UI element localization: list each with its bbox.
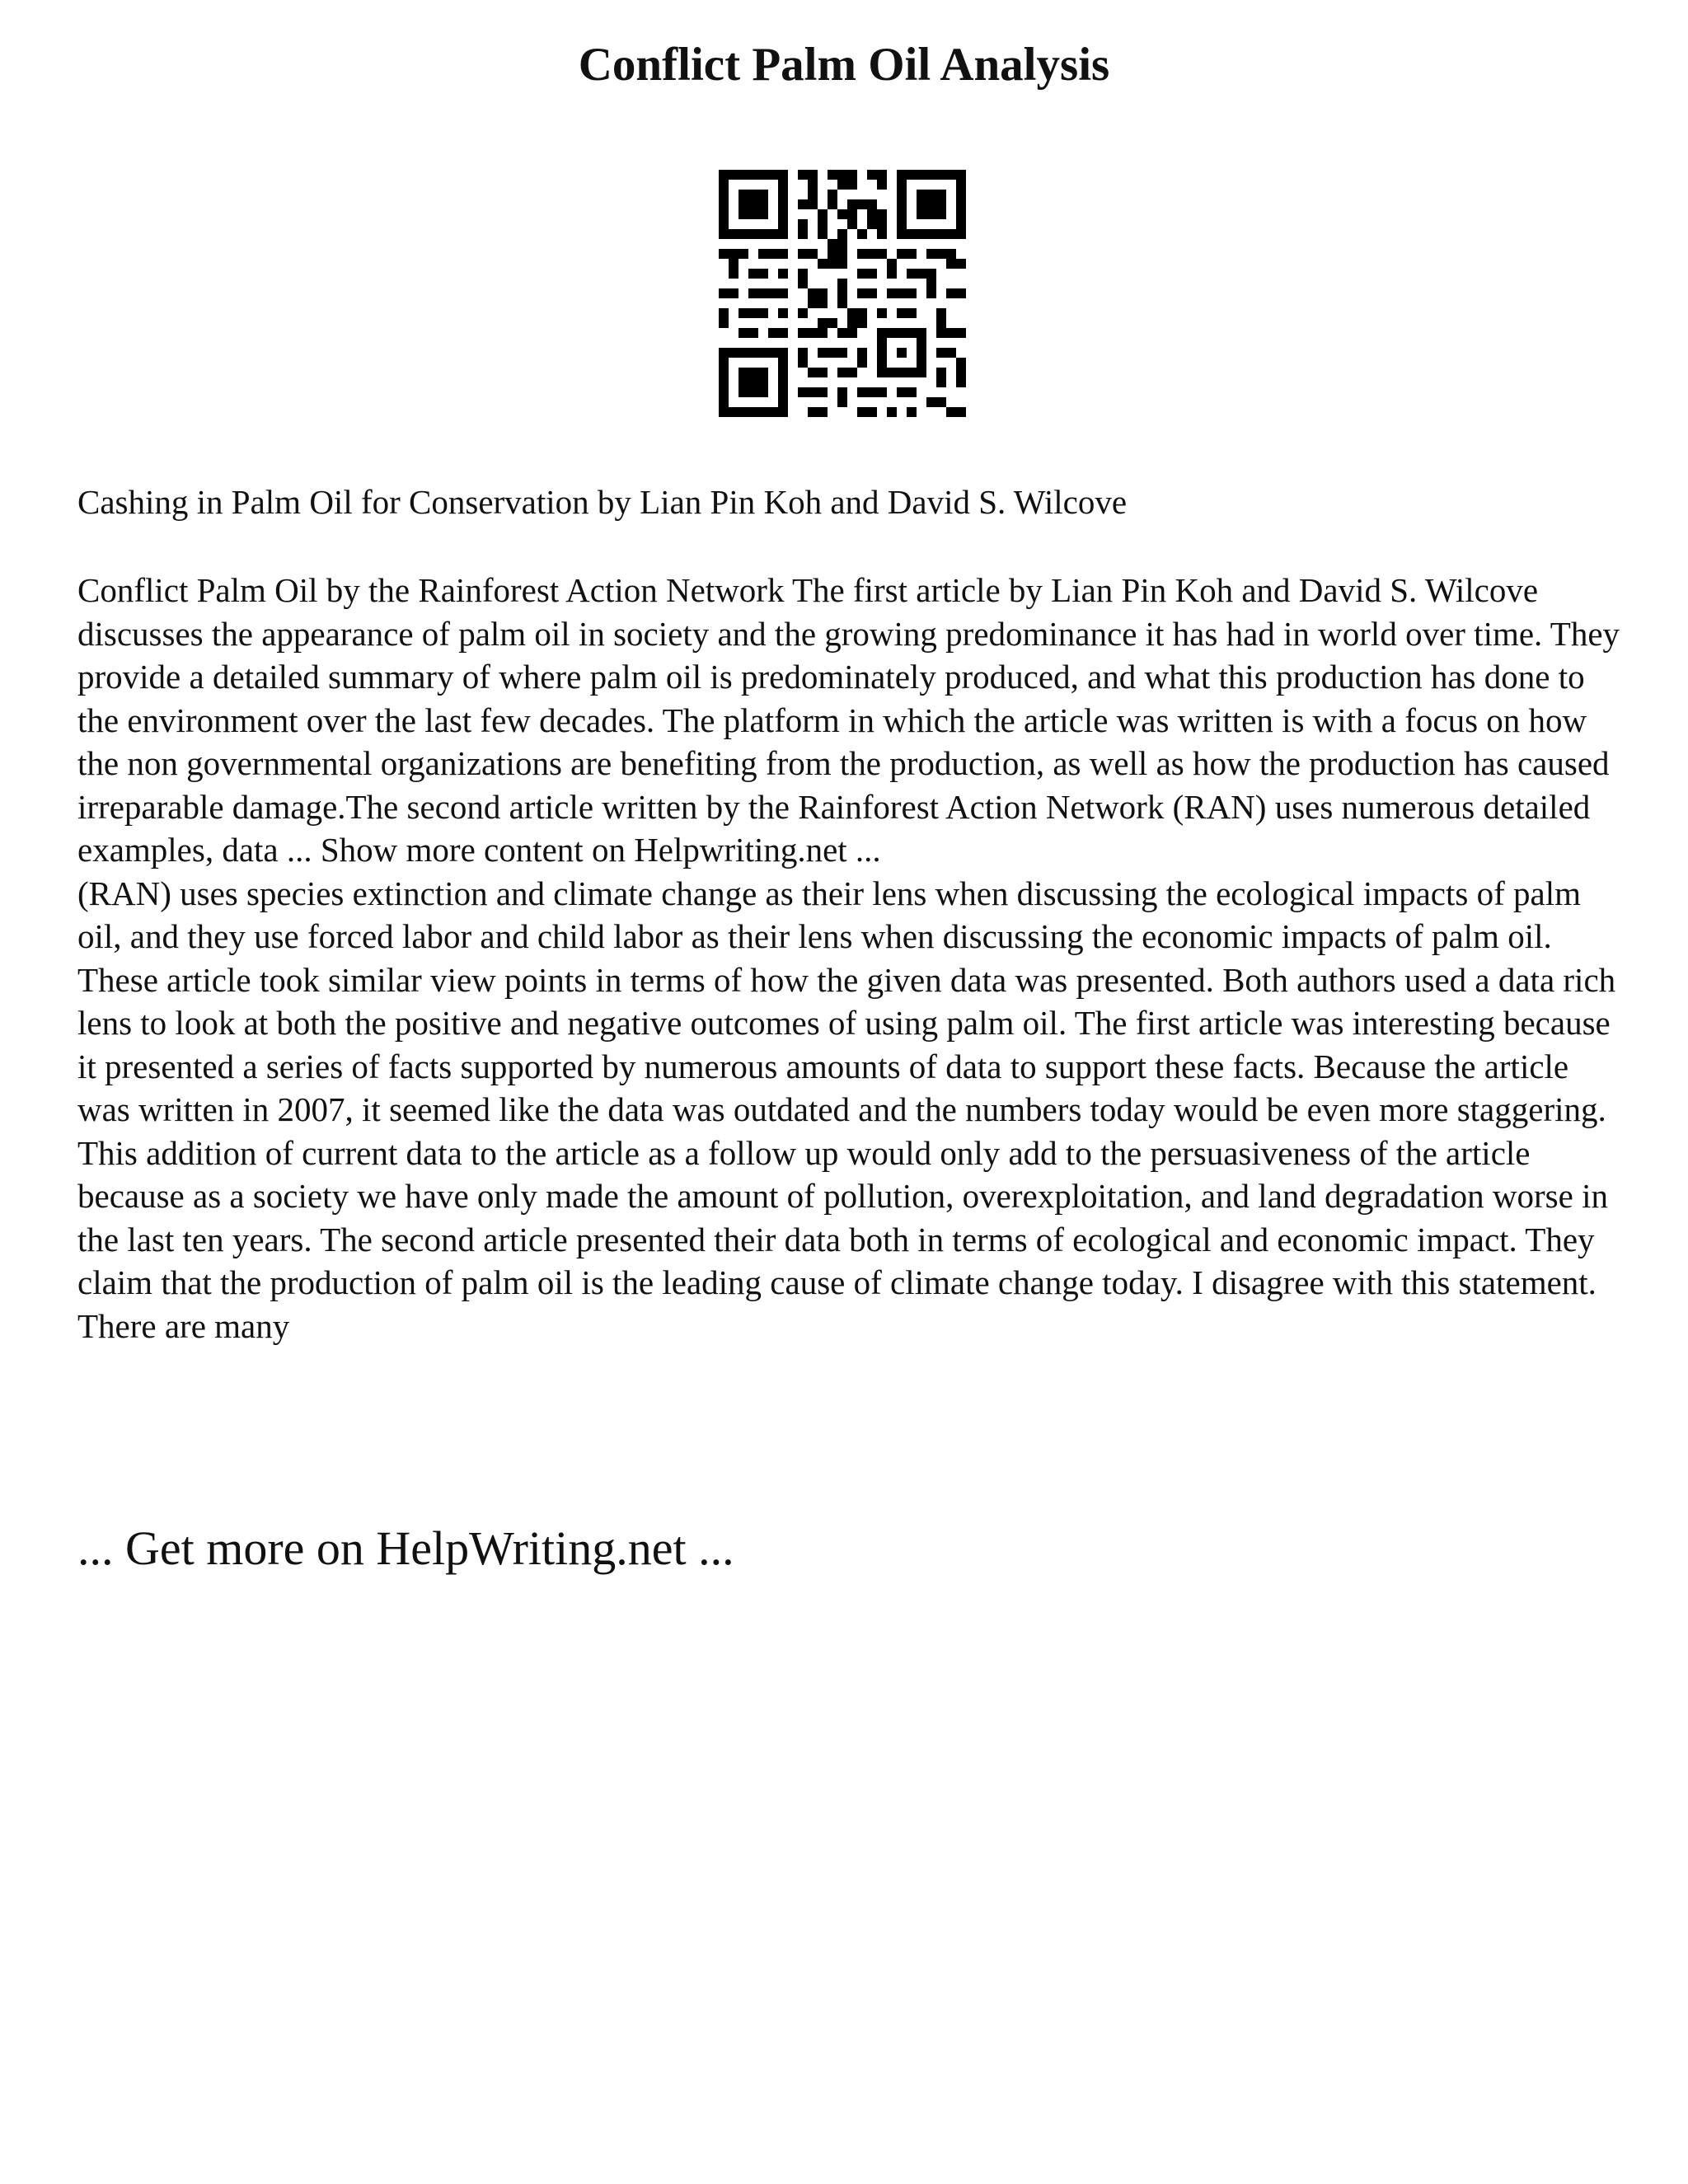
qr-code-icon [719, 170, 966, 417]
article-body [77, 569, 1627, 1347]
body-paragraph-3: These article took similar view points in terms of how the given data was presented. Both authors used a data rich lens to look at both the positive and negative outcomes of using palm oil. The first article was interesting because it presented a series of facts supported by numerous amounts of data to support these facts. Because the article was written in 2007, it seemed like the data was outdated and the numbers today would be even more staggering. This addition of current data to the article as a follow up would only add to the persuasiveness of the article because as a society we have only made the amount of pollution, overexploitation, and land degradation worse in the last ten years. The second article presented their data both in terms of ecological and economic impact. They claim that the production of palm oil is the leading cause of climate change today. I disagree with this statement. There are many [77, 960, 1616, 1345]
article-subtitle: Cashing in Palm Oil for Conservation by Lian Pin Koh and David S. Wilcove [77, 483, 1128, 521]
page-title: Conflict Palm Oil Analysis [578, 39, 1110, 91]
body-paragraph-2: (RAN) uses species extinction and climate change as their lens when discussing the ecological impacts of palm oil, and they use forced labor and child labor as their lens when discussing the economic impacts of palm oil. [77, 874, 1581, 955]
get-more-link[interactable]: ... Get more on HelpWriting.net ... [77, 1521, 734, 1575]
body-paragraph-1: Conflict Palm Oil by the Rainforest Action Network The first article by Lian Pin Koh and David S. Wilcove discusses the appearance of palm oil in society and the growing predominance it has had in world over time. They provide a detailed summary of where palm oil is predominately produced, and what this production has done to the environment over the last few decades. The platform in which the article was written is with a focus on how the non governmental organizations are benefiting from the production, as well as how the production has caused irreparable damage.The second article written by the Rainforest Action Network (RAN) uses numerous detailed examples, data ... Show more content on Helpwriting.net ... [77, 571, 1620, 869]
